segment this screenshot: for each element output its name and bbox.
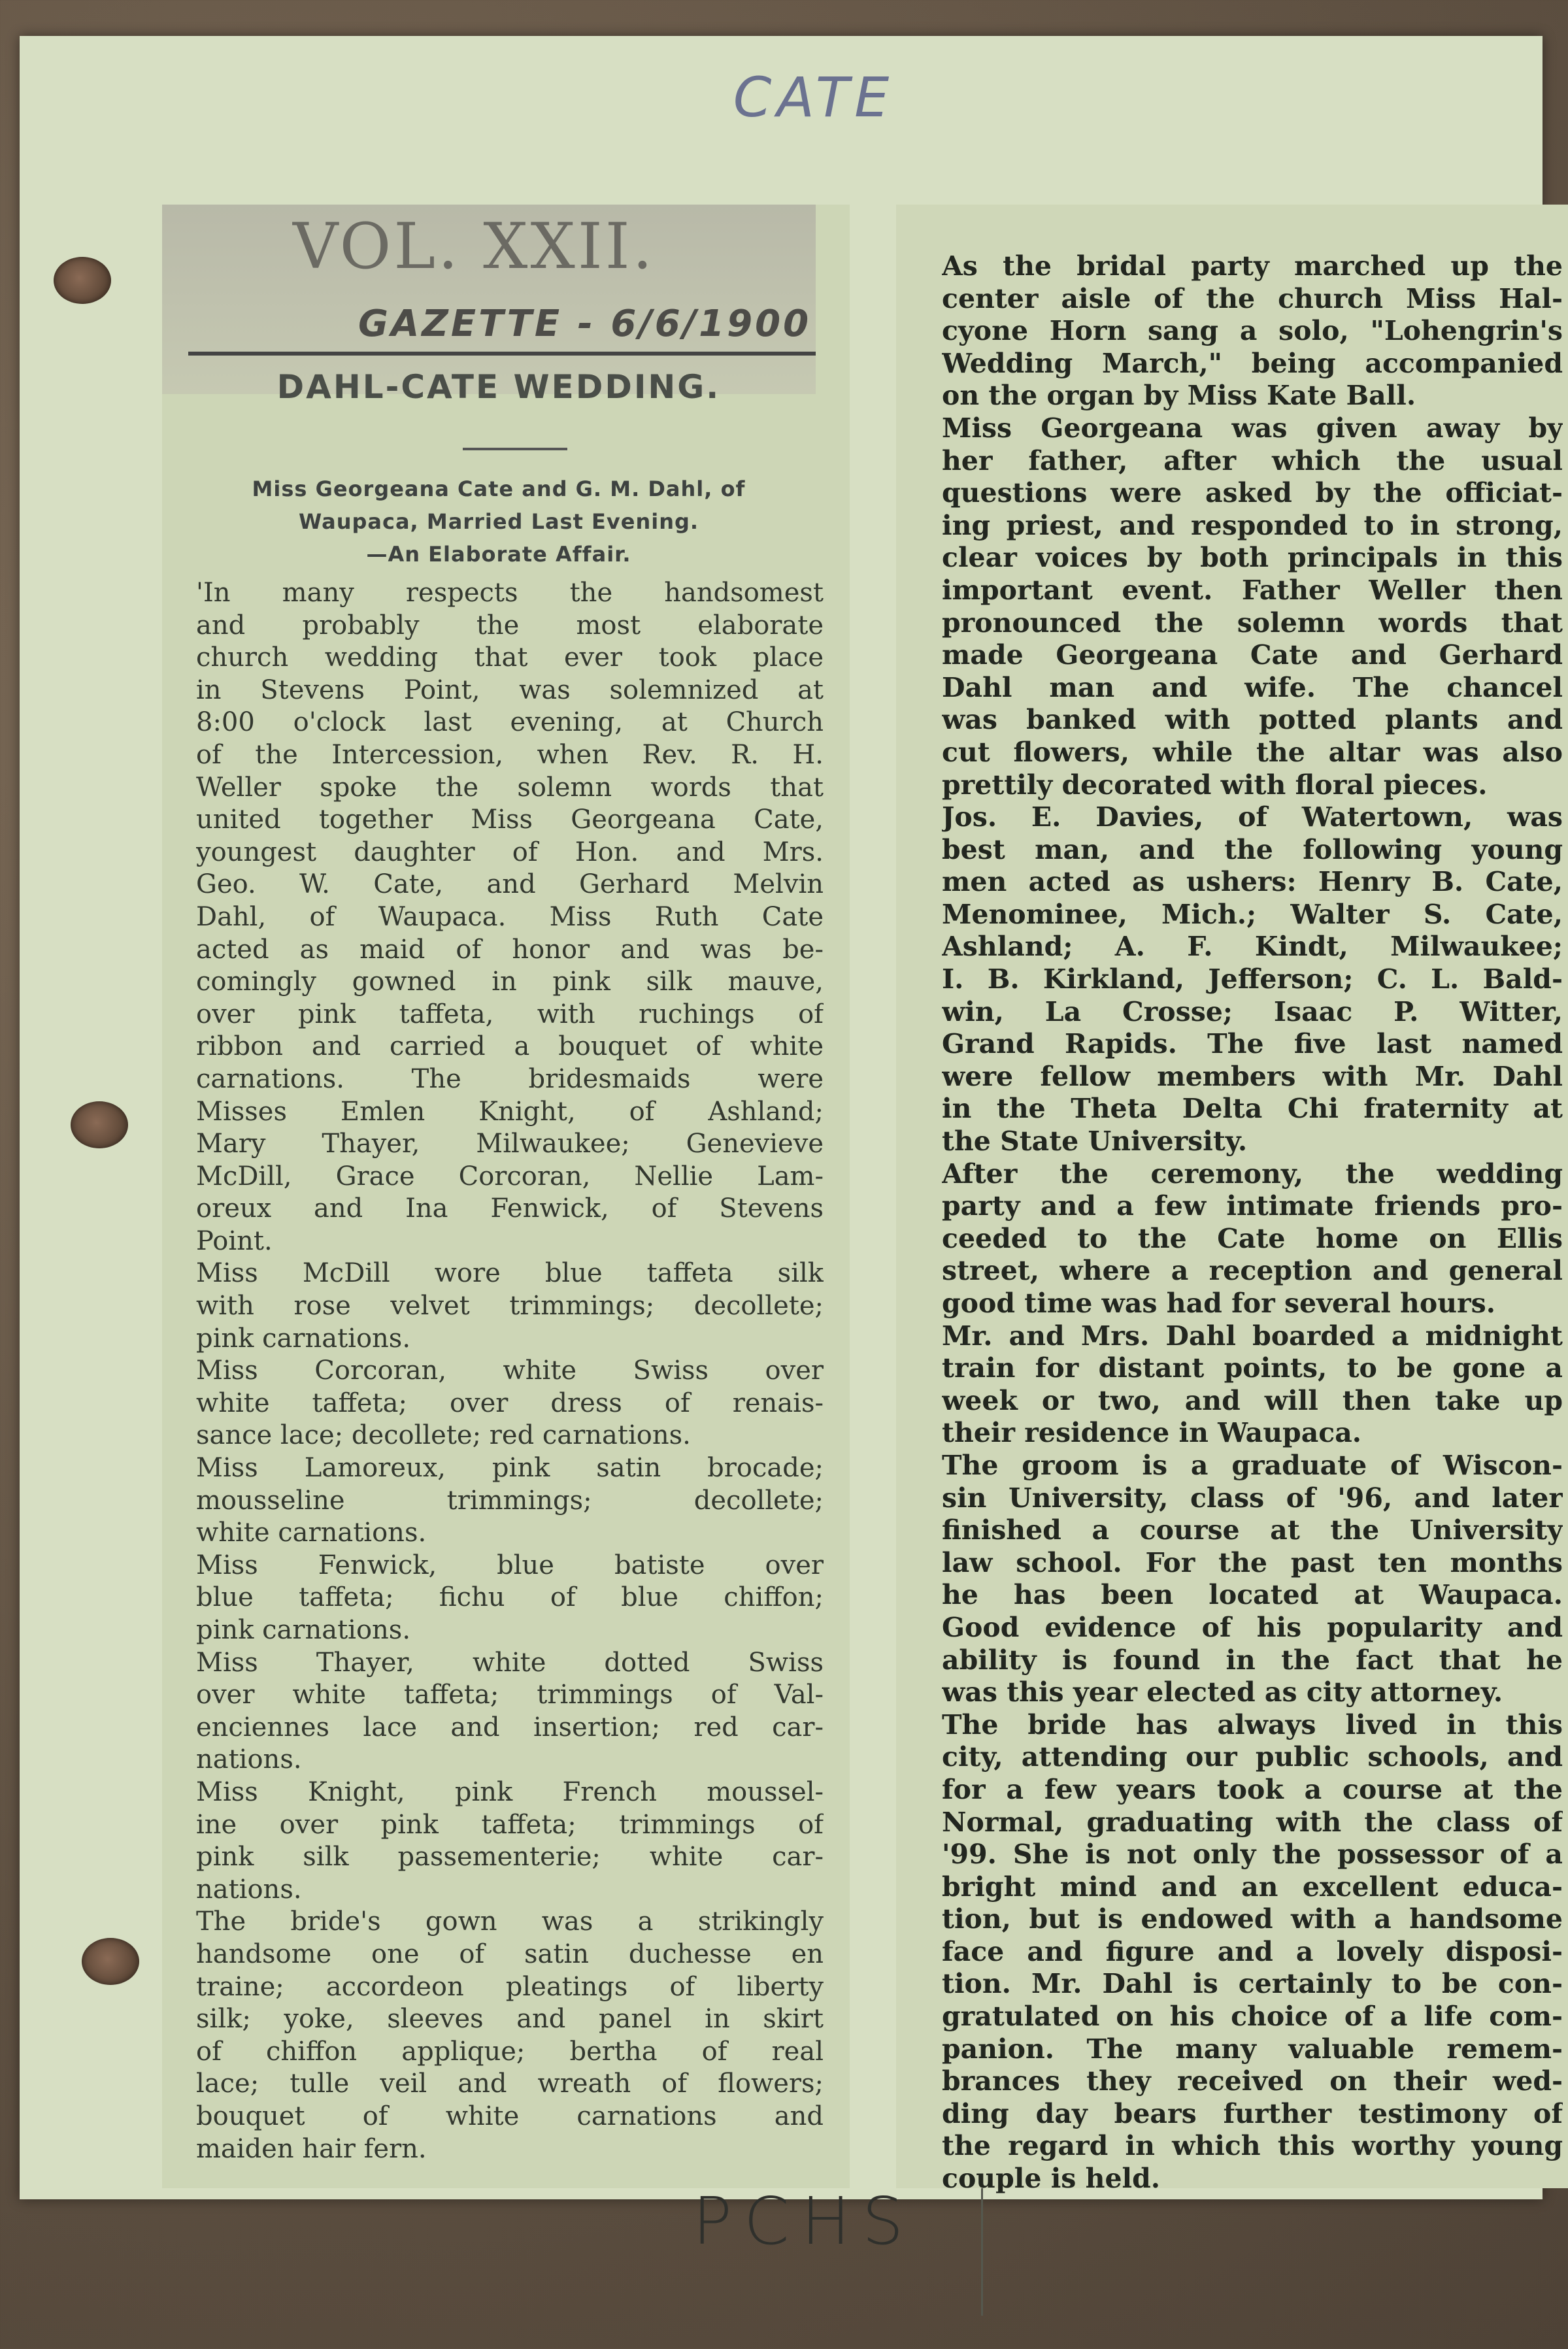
article-line: in Stevens Point, was solemnized at	[196, 675, 824, 705]
article-line: good time was had for several hours.	[942, 1288, 1495, 1319]
article-line: pink silk passementerie; white car-	[196, 1842, 824, 1873]
article-line: carnations. The bridesmaids were	[196, 1063, 824, 1094]
handwritten-name: CATE	[733, 65, 895, 129]
article-line: acted as maid of honor and was be-	[196, 934, 824, 965]
article-line: 8:00 o'clock last evening, at Church	[196, 707, 824, 738]
clipping-left	[162, 205, 850, 2188]
article-line: The groom is a graduate of Wiscon-	[942, 1449, 1563, 1481]
article-line: enciennes lace and insertion; red car-	[196, 1712, 824, 1742]
article-column-right	[942, 250, 1563, 2195]
article-line: men acted as ushers: Henry B. Cate,	[942, 866, 1563, 898]
article-line: tion. Mr. Dahl is certainly to be con-	[942, 1968, 1563, 2000]
masthead-strip	[162, 205, 816, 394]
article-line: youngest daughter of Hon. and Mrs.	[196, 837, 824, 867]
binder-hole-bottom	[82, 1938, 139, 1985]
article-line: face and figure and a lovely disposi-	[942, 1935, 1563, 1967]
volume-number: VOL. XXII.	[293, 210, 656, 283]
article-line: law school. For the past ten months	[942, 1546, 1563, 1578]
article-line: were fellow members with Mr. Dahl	[942, 1060, 1563, 1092]
article-line: comingly gowned in pink silk mauve,	[196, 967, 824, 997]
article-line: gratulated on his choice of a life com-	[942, 2001, 1563, 2033]
article-line: center aisle of the church Miss Hal-	[942, 282, 1563, 314]
article-line: prettily decorated with floral pieces.	[942, 769, 1488, 801]
headline-rule	[463, 448, 567, 450]
article-line: Geo. W. Cate, and Gerhard Melvin	[196, 869, 824, 900]
article-line: As the bridal party marched up the	[942, 250, 1563, 282]
article-line: The bride has always lived in this	[942, 1708, 1563, 1741]
article-line: Miss Lamoreux, pink satin brocade;	[196, 1453, 824, 1484]
article-line: he has been located at Waupaca.	[942, 1579, 1563, 1611]
article-line: Miss Georgeana was given away by	[942, 412, 1563, 444]
binder-hole-top	[54, 257, 111, 304]
article-line: cut flowers, while the altar was also	[942, 736, 1563, 768]
subheadline-line: Miss Georgeana Cate and G. M. Dahl, of	[252, 476, 746, 501]
article-line: week or two, and will then take up	[942, 1384, 1563, 1416]
scrapbook-page	[20, 36, 1563, 2259]
article-line: Ashland; A. F. Kindt, Milwaukee;	[942, 931, 1563, 963]
article-line: pink carnations.	[196, 1615, 411, 1645]
article-line: Dahl man and wife. The chancel	[942, 671, 1563, 703]
article-column-left	[196, 577, 824, 2165]
article-line: train for distant points, to be gone a	[942, 1352, 1563, 1384]
article-line: panion. The many valuable remem-	[942, 2033, 1563, 2065]
article-line: handsome one of satin duchesse en	[196, 1939, 824, 1969]
article-line: finished a course at the University	[942, 1514, 1563, 1546]
article-line: oreux and Ina Fenwick, of Stevens	[196, 1193, 824, 1224]
article-line: Misses Emlen Knight, of Ashland;	[196, 1096, 824, 1127]
article-line: maiden hair fern.	[196, 2133, 427, 2164]
article-line: Wedding March," being accompanied	[942, 347, 1563, 379]
masthead-rule	[188, 352, 816, 356]
article-line: ribbon and carried a bouquet of white	[196, 1031, 824, 1062]
article-line: Miss Corcoran, white Swiss over	[196, 1356, 824, 1386]
article-line: 'In many respects the handsomest	[196, 578, 824, 608]
article-line: win, La Crosse; Isaac P. Witter,	[942, 995, 1563, 1027]
article-line: blue taffeta; fichu of blue chiffon;	[196, 1582, 824, 1613]
article-line: best man, and the following young	[942, 833, 1563, 865]
article-line: Miss Thayer, white dotted Swiss	[196, 1647, 824, 1678]
article-line: traine; accordeon pleatings of liberty	[196, 1971, 824, 2002]
article-line: with rose velvet trimmings; decollete;	[196, 1291, 824, 1322]
article-line: Miss McDill wore blue taffeta silk	[196, 1258, 824, 1289]
article-line: ceeded to the Cate home on Ellis	[942, 1222, 1563, 1254]
handwritten-source: GAZETTE - 6/6/1900	[358, 303, 812, 345]
article-line: silk; yoke, sleeves and panel in skirt	[196, 2004, 824, 2035]
article-line: Jos. E. Davies, of Watertown, was	[942, 801, 1563, 833]
article-line: and probably the most elaborate	[196, 610, 824, 641]
article-line: pink carnations.	[196, 1323, 411, 1354]
article-line: clear voices by both principals in this	[942, 542, 1563, 574]
subheadline	[162, 473, 835, 571]
article-line: Point.	[196, 1225, 273, 1256]
article-line: Miss Knight, pink French moussel-	[196, 1776, 824, 1807]
article-line: their residence in Waupaca.	[942, 1417, 1362, 1449]
article-line: for a few years took a course at the	[942, 1773, 1563, 1805]
article-line: ing priest, and responded to in strong,	[942, 509, 1563, 541]
archive-stamp: PCHS	[692, 2183, 916, 2259]
article-line: united together Miss Georgeana Cate,	[196, 805, 824, 835]
article-line: city, attending our public schools, and	[942, 1741, 1563, 1773]
article-line: nations.	[196, 1744, 302, 1775]
clipping-right	[896, 205, 1568, 2195]
subheadline-line: —An Elaborate Affair.	[366, 542, 631, 567]
article-line: Weller spoke the solemn words that	[196, 772, 824, 803]
article-line: tion, but is endowed with a handsome	[942, 1903, 1563, 1935]
article-line: bouquet of white carnations and	[196, 2101, 824, 2131]
article-line: on the organ by Miss Kate Ball.	[942, 380, 1416, 412]
article-line: over pink taffeta, with ruchings of	[196, 999, 824, 1029]
article-line: sin University, class of '96, and later	[942, 1482, 1563, 1514]
article-line: I. B. Kirkland, Jefferson; C. L. Bald-	[942, 963, 1563, 995]
article-line: was banked with potted plants and	[942, 704, 1563, 736]
article-line: ability is found in the fact that he	[942, 1644, 1563, 1676]
headline: DAHL-CATE WEDDING.	[276, 368, 721, 406]
article-line: questions were asked by the officiat-	[942, 477, 1563, 509]
article-line: white carnations.	[196, 1518, 427, 1548]
article-line: Grand Rapids. The five last named	[942, 1028, 1563, 1060]
article-line: The bride's gown was a strikingly	[196, 1907, 824, 1937]
article-line: the State University.	[942, 1125, 1248, 1158]
binder-hole-middle	[71, 1101, 128, 1148]
article-line: couple is held.	[942, 2163, 1161, 2195]
article-line: Good evidence of his popularity and	[942, 1611, 1563, 1643]
article-line: Menominee, Mich.; Walter S. Cate,	[942, 898, 1563, 930]
article-line: made Georgeana Cate and Gerhard	[942, 639, 1563, 671]
article-line: in the Theta Delta Chi fraternity at	[942, 1093, 1563, 1125]
article-line: party and a few intimate friends pro-	[942, 1190, 1563, 1222]
article-line: over white taffeta; trimmings of Val-	[196, 1680, 824, 1710]
article-line: the regard in which this worthy young	[942, 2130, 1563, 2162]
article-line: pronounced the solemn words that	[942, 607, 1563, 639]
article-line: church wedding that ever took place	[196, 642, 824, 673]
article-line: brances they received on their wed-	[942, 2065, 1563, 2097]
article-line: After the ceremony, the wedding	[942, 1158, 1563, 1190]
article-line: ding day bears further testimony of	[942, 2097, 1563, 2129]
article-line: Mary Thayer, Milwaukee; Genevieve	[196, 1129, 824, 1159]
article-line: '99. She is not only the possessor of a	[942, 1839, 1563, 1871]
article-line: McDill, Grace Corcoran, Nellie Lam-	[196, 1161, 824, 1191]
article-line: bright mind and an excellent educa-	[942, 1871, 1563, 1903]
article-line: mousseline trimmings; decollete;	[196, 1485, 824, 1516]
article-line: Miss Fenwick, blue batiste over	[196, 1550, 824, 1580]
article-line: important event. Father Weller then	[942, 574, 1563, 606]
article-line: Mr. and Mrs. Dahl boarded a midnight	[942, 1320, 1563, 1352]
article-line: ine over pink taffeta; trimmings of	[196, 1809, 824, 1840]
article-line: street, where a reception and general	[942, 1255, 1563, 1287]
article-line: Dahl, of Waupaca. Miss Ruth Cate	[196, 901, 824, 932]
article-line: of chiffon applique; bertha of real	[196, 2036, 824, 2067]
article-line: of the Intercession, when Rev. R. H.	[196, 739, 824, 770]
article-line: cyone Horn sang a solo, "Lohengrin's	[942, 315, 1563, 347]
article-line: white taffeta; over dress of renais-	[196, 1388, 824, 1418]
subheadline-line: Waupaca, Married Last Evening.	[298, 509, 699, 534]
article-line: her father, after which the usual	[942, 444, 1563, 476]
article-line: was this year elected as city attorney.	[942, 1676, 1503, 1708]
article-line: sance lace; decollete; red carnations.	[196, 1420, 691, 1451]
article-line: Normal, graduating with the class of	[942, 1806, 1563, 1838]
article-line: nations.	[196, 1874, 302, 1905]
article-line: lace; tulle veil and wreath of flowers;	[196, 2069, 824, 2099]
